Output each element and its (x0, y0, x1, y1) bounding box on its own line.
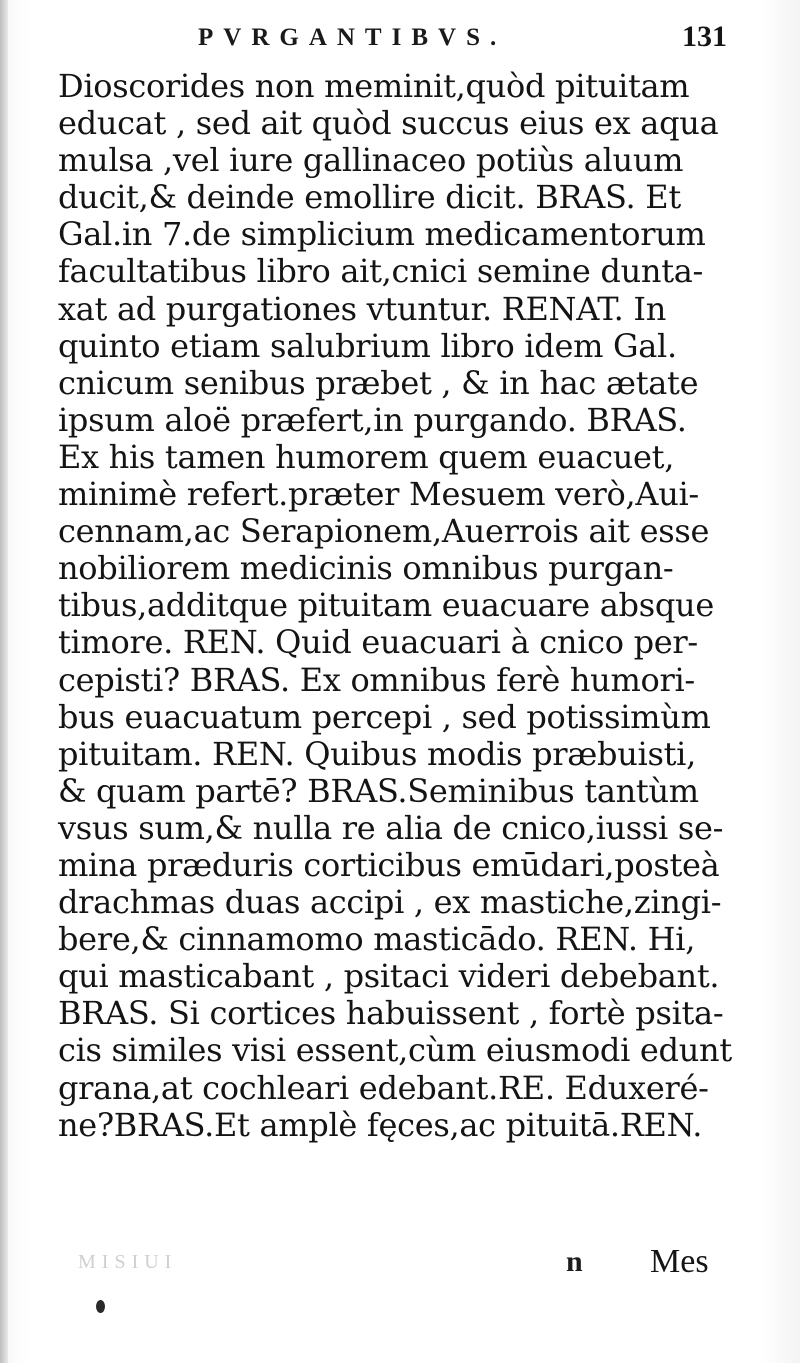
text-line: & quam partē? BRAS.Seminibus tantùm (58, 771, 699, 810)
text-line: quinto etiam salubrium libro idem Gal. (58, 326, 677, 365)
text-line: Dioscorides non meminit,quòd pituitam (58, 67, 690, 105)
text-line: xat ad purgationes vtuntur. RENAT. In (58, 289, 667, 328)
text-line: vsus sum,& nulla re alia de cnico,iussi se- (58, 808, 724, 847)
text-line: qui masticabant , psitaci videri debebant. (58, 957, 720, 996)
page-footer (0, 1243, 800, 1303)
text-line: timore. REN. Quid euacuari à cnico per- (58, 623, 698, 662)
body-text (58, 68, 738, 1144)
text-line: ne?BRAS.Et amplè fęces,ac pituitā.REN. (58, 1105, 703, 1144)
text-line: drachmas duas accipi , ex mastiche,zingi- (58, 883, 722, 922)
page-header (0, 20, 800, 60)
text-line: cis similes visi essent,cùm eiusmodi edunt (58, 1031, 732, 1070)
text-line: Gal.in 7.de simplicium medicamentorum (58, 215, 706, 254)
text-line: cepisti? BRAS. Ex omnibus ferè humori- (58, 660, 695, 699)
running-head: PVRGANTIBVS. (198, 24, 507, 51)
text-line: mina præduris corticibus emūdari,posteà (58, 845, 720, 884)
text-line: nobiliorem medicinis omnibus purgan- (58, 549, 674, 588)
text-line: ipsum aloë præfert,in purgando. BRAS. (58, 400, 687, 439)
text-line: educat , sed ait quòd succus eius ex aqua (58, 104, 719, 143)
signature-mark: n (566, 1245, 583, 1278)
text-line: Ex his tamen humorem quem euacuet, (58, 437, 675, 476)
page-number: 131 (682, 20, 727, 53)
text-line: bere,& cinnamomo masticādo. REN. Hi, (58, 920, 696, 959)
text-line: grana,at cochleari edebant.RE. Eduxeré- (58, 1068, 709, 1107)
catchword: Mes (650, 1243, 709, 1280)
text-line: mulsa ,vel iure gallinaceo potiùs aluum (58, 141, 684, 180)
text-line: facultatibus libro ait,cnici semine dunta- (58, 252, 704, 291)
text-line: bus euacuatum percepi , sed potissimùm (58, 697, 711, 736)
text-line: cennam,ac Serapionem,Auerrois ait esse (58, 512, 710, 551)
text-line: BRAS. Si cortices habuissent , fortè psita- (58, 994, 724, 1033)
text-line: ducit,& deinde emollire dicit. BRAS. Et (58, 178, 681, 217)
text-line: cnicum senibus præbet , & in hac ætate (58, 363, 699, 402)
ink-spot (96, 1300, 105, 1313)
text-line: tibus,additque pituitam euacuare absque (58, 586, 714, 625)
bleed-through-text: MISIUI (78, 1251, 178, 1273)
page-gutter-shadow (0, 0, 8, 1363)
text-line: pituitam. REN. Quibus modis præbuisti, (58, 734, 696, 773)
text-line: minimè refert.præter Mesuem verò,Aui- (58, 475, 699, 514)
